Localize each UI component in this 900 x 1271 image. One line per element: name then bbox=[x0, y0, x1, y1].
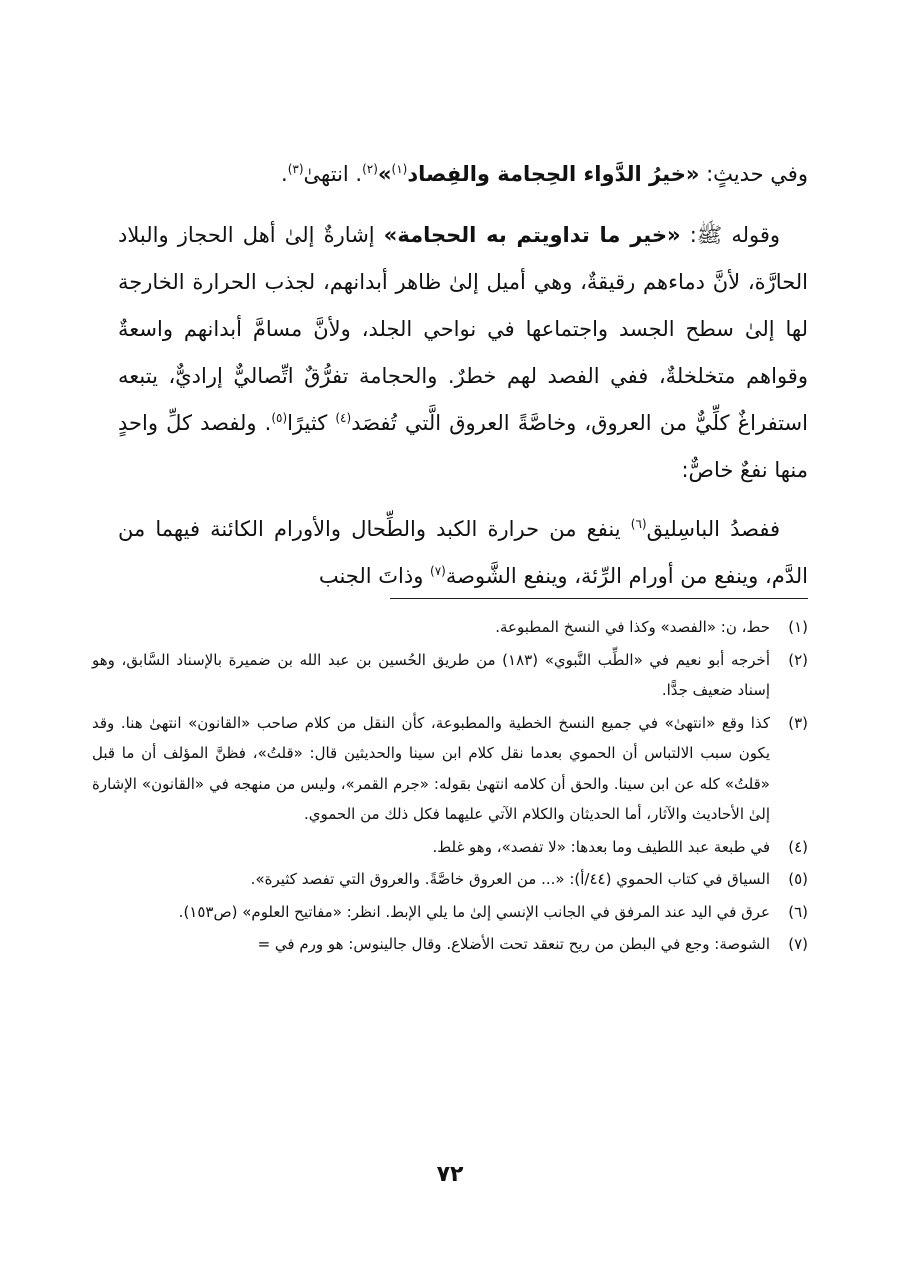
footnote-ref-2[interactable]: (٢) bbox=[362, 162, 378, 176]
footnote-5 bbox=[92, 864, 808, 895]
footnote-4 bbox=[92, 832, 808, 863]
footnote-text: السياق في كتاب الحموي (٤٤/أ): «... من العروق خاصَّةً. والعروق التي تفصد كثيرة». bbox=[250, 870, 770, 888]
footnote-text: أخرجه أبو نعيم في «الطِّب النَّبوي» (١٨٣) من طريق الحُسين بن عبد الله بن ضميرة بالإسناد السَّابق، وهو إسناد ضعيف جدًّا. bbox=[92, 650, 770, 699]
p1-body: إشارةٌ إلىٰ أهل الحجاز والبلاد الحارَّة، لأنَّ دماءهم رقيقةٌ، وهي أميل إلىٰ ظاهر أبدانهم، لجذب الحرارة الخارجة لها إلىٰ سطح الجسد واجتماعها في نواحي الجلد، ولأنَّ مسامَّ أبدانهم واسعةٌ وقواهم متخلخلةٌ، ففي الفصد لهم خطرٌ. والحجامة تفرُّقٌ اتِّصاليٌّ إراديٌّ، يتبعه استفراغٌ كلِّيٌّ من العروق، وخاصَّةً العروق الَّتي تُفصَد bbox=[118, 223, 808, 435]
p1-mid: كثيرًا bbox=[287, 411, 336, 435]
footnote-number: (٦) bbox=[788, 902, 808, 921]
footnote-text: الشوصة: وجع في البطن من ريح تنعقد تحت الأضلاع. وقال جالينوس: هو ورم في = bbox=[257, 935, 770, 953]
footnote-ref-4[interactable]: (٤) bbox=[335, 411, 352, 425]
footnote-6 bbox=[92, 897, 808, 928]
footnote-ref-7[interactable]: (٧) bbox=[430, 564, 446, 578]
footnote-number: (٣) bbox=[788, 713, 808, 732]
p1-end: . ولفصد كلِّ واحدٍ منها نفعٌ خاصٌّ: bbox=[118, 411, 808, 482]
footnote-ref-6[interactable]: (٦) bbox=[630, 517, 647, 531]
opening-prefix: وفي حديثٍ: bbox=[699, 162, 808, 186]
footnote-ref-5[interactable]: (٥) bbox=[271, 411, 288, 425]
footnote-ref-1[interactable]: (١) bbox=[391, 162, 408, 176]
opening-close-quote: » bbox=[377, 162, 392, 186]
opening-end: . bbox=[281, 162, 288, 186]
page-body bbox=[118, 150, 808, 612]
footnote-text: حط، ن: «الفصد» وكذا في النسخ المطبوعة. bbox=[495, 618, 770, 636]
footnote-number: (٧) bbox=[788, 935, 808, 953]
p2-end: وذاتَ الجنب bbox=[318, 564, 431, 588]
footnote-1 bbox=[92, 612, 808, 643]
footnotes bbox=[92, 612, 808, 962]
p2-middle: ينفع من حرارة الكبد والطِّحال والأورام الكائنة فيهما من الدَّم، وينفع من أورام الرِّئة، وينفع الشَّوصة bbox=[118, 517, 808, 588]
opening-mid: . انتهىٰ bbox=[303, 162, 363, 186]
paragraph-hijama bbox=[118, 212, 808, 494]
footnote-number: (١) bbox=[788, 618, 808, 636]
opening-hadith: «خيرُ الدَّواء الحِجامة والفِصاد bbox=[407, 162, 700, 186]
footnote-number: (٤) bbox=[788, 837, 808, 856]
p1-lead: وقوله ﷺ: bbox=[680, 223, 781, 247]
footnote-number: (٢) bbox=[788, 650, 808, 669]
page-number: ٧٢ bbox=[436, 1162, 464, 1187]
opening-paragraph bbox=[118, 150, 808, 198]
footnote-text: في طبعة عبد اللطيف وما بعدها: «لا تفصد»، وهو غلط. bbox=[432, 837, 770, 856]
footnote-ref-3[interactable]: (٣) bbox=[287, 162, 304, 176]
footnote-number: (٥) bbox=[788, 870, 808, 888]
paragraph-basilic bbox=[118, 506, 808, 600]
footnote-2 bbox=[92, 645, 808, 706]
footnote-3 bbox=[92, 708, 808, 830]
footnote-text: عرق في اليد عند المرفق في الجانب الإنسي إلىٰ ما يلي الإبط. انظر: «مفاتيح العلوم» (ص١٥٣). bbox=[178, 902, 770, 921]
footnote-divider bbox=[390, 598, 808, 599]
footnote-text: كذا وقع «انتهىٰ» في جميع النسخ الخطية والمطبوعة، كأن النقل من كلام صاحب «القانون» انتهىٰ هنا. وقد يكون سبب الالتباس أن الحموي بعدما نقل كلام ابن سينا والحديثين قال: «قلتُ»، فظنَّ المؤلف أن ما قبل «قلتُ» كله عن ابن سينا. والحق أن كلامه انتهىٰ بقوله: «جرم القمر»، وليس من منهجه في «القانون» الإشارة إلىٰ الأحاديث والآثار، أما الحديثان والكلام الآتي عليهما فكل ذلك من الحموي. bbox=[92, 713, 770, 823]
p1-hadith: «خير ما تداويتم به الحجامة» bbox=[383, 223, 681, 247]
footnote-7 bbox=[92, 929, 808, 960]
p2-start: ففصدُ الباسِليق bbox=[646, 517, 780, 541]
